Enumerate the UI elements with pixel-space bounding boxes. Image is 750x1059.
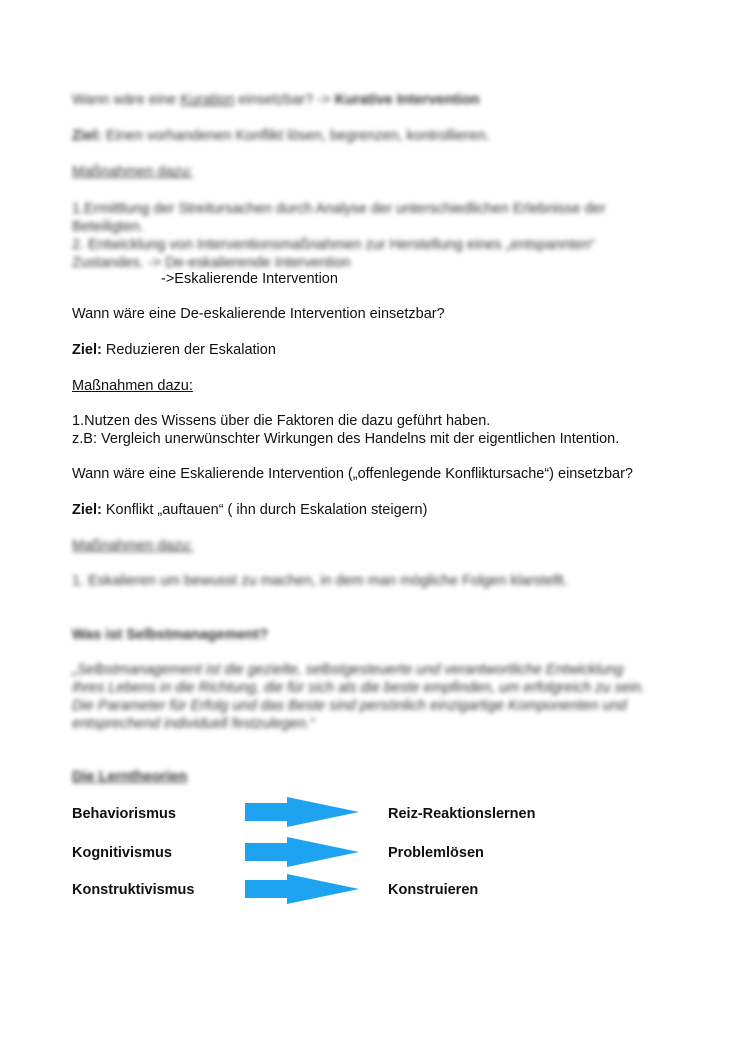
selbstmanagement-line1: „Selbstmanagement ist die gezielte, selbstgesteuerte und verantwortliche Entwicklung xyxy=(72,662,624,678)
kuration-massnahmen-heading: Maßnahmen dazu: xyxy=(72,164,193,180)
deeskalierend-ziel xyxy=(72,341,276,359)
ziel-text: Reduzieren der Eskalation xyxy=(101,342,276,358)
eskalierende-intervention-arrow-text: ->Eskalierende Intervention xyxy=(161,271,338,287)
kuration-question-prefix: Wann wäre eine xyxy=(72,92,181,108)
selbstmanagement-heading: Was ist Selbstmanagement? xyxy=(72,627,269,643)
lerntheorie-reiz-reaktionslernen: Reiz-Reaktionslernen xyxy=(388,806,536,822)
kuration-ziel xyxy=(72,127,490,145)
lerntheorie-kognitivismus: Kognitivismus xyxy=(72,845,172,861)
kurative-intervention-label: Kurative Intervention xyxy=(334,92,480,108)
ziel-text: Konflikt „auftauen“ ( ihn durch Eskalation steigern) xyxy=(101,502,428,518)
selbstmanagement-line2: Ihres Lebens in die Richtung, die für sich als die beste empfinden, um erfolgreich zu sein. xyxy=(72,680,646,696)
selbstmanagement-line3: Die Parameter für Erfolg und das Beste sind persönlich einzigartige Komponenten und xyxy=(72,698,627,714)
ziel-label: Ziel: xyxy=(72,502,102,518)
kuration-question xyxy=(72,91,480,109)
eskalierend-m1: 1. Eskalieren um bewusst zu machen, in dem man mögliche Folgen klarstellt. xyxy=(72,573,568,589)
kuration-link: Kuration xyxy=(180,92,235,108)
kuration-m2-line2: Zustandes. -> De-eskalierende Intervention xyxy=(72,255,351,271)
kuration-question-suffix: einsetzbar? -> xyxy=(234,92,335,108)
eskalierend-ziel xyxy=(72,501,427,519)
lerntheorie-behaviorismus: Behaviorismus xyxy=(72,806,176,822)
eskalierend-massnahmen-heading: Maßnahmen dazu: xyxy=(72,538,193,554)
ziel-label: Ziel: xyxy=(72,128,102,144)
selbstmanagement-line4: entsprechend individuell festzulegen.“ xyxy=(72,716,315,732)
lerntheorien-heading: Die Lerntheorien xyxy=(72,769,188,785)
deeskalierend-m1: 1.Nutzen des Wissens über die Faktoren die dazu geführt haben. xyxy=(72,413,491,429)
deeskalierend-question: Wann wäre eine De-eskalierende Intervention einsetzbar? xyxy=(72,306,445,322)
right-arrow-icon xyxy=(245,797,359,827)
kuration-m1-line1: 1.Ermittlung der Streitursachen durch Analyse der unterschiedlichen Erlebnisse der xyxy=(72,201,606,217)
right-arrow-icon xyxy=(245,837,359,867)
ziel-label: Ziel: xyxy=(72,342,102,358)
eskalierend-question: Wann wäre eine Eskalierende Intervention („offenlegende Konfliktursache“) einsetzbar? xyxy=(72,466,633,482)
lerntheorie-konstruktivismus: Konstruktivismus xyxy=(72,882,195,898)
ziel-text: Einen vorhandenen Konflikt lösen, begrenzen, kontrollieren. xyxy=(101,128,490,144)
right-arrow-icon xyxy=(245,874,359,904)
kuration-m1-line2: Beteiligten. xyxy=(72,219,144,235)
deeskalierend-m2: z.B: Vergleich unerwünschter Wirkungen des Handelns mit der eigentlichen Intention. xyxy=(72,431,620,447)
kuration-m2-line1: 2. Entwicklung von Interventionsmaßnahmen zur Herstellung eines „entspannten“ xyxy=(72,237,596,253)
lerntheorie-konstruieren: Konstruieren xyxy=(388,882,479,898)
deeskalierend-massnahmen-heading: Maßnahmen dazu: xyxy=(72,378,193,394)
lerntheorie-problemloesen: Problemlösen xyxy=(388,845,484,861)
